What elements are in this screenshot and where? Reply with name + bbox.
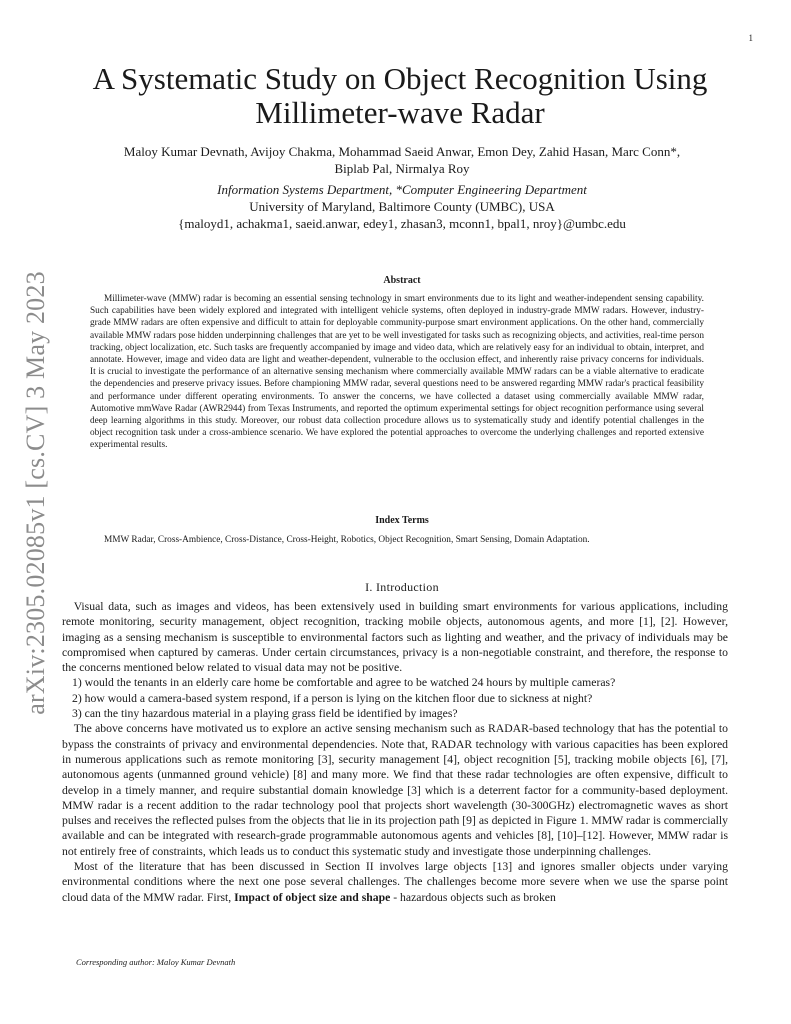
intro-p3-end: - hazardous objects such as broken	[390, 890, 556, 904]
footnote: Corresponding author: Maloy Kumar Devnath	[76, 957, 236, 967]
concern-list	[62, 675, 728, 721]
title-line-2: Millimeter-wave Radar	[255, 95, 545, 130]
author-list	[72, 143, 732, 177]
affiliation-emails: {maloyd1, achakma1, saeid.anwar, edey1, zhasan3, mconn1, bpal1, nroy}@umbc.edu	[178, 216, 626, 231]
section-heading-introduction: I. Introduction	[365, 580, 439, 594]
title-line-1: A Systematic Study on Object Recognition Using	[92, 61, 708, 96]
intro-paragraph-2: The above concerns have motivated us to explore an active sensing mechanism such as RADAR-based technology that has the potential to bypass the constraints of privacy and environmental dependencies. Note that, RADAR technology with various capacities has been explored in numerous applications such as remote monitoring [3], security management [4], object recognition [5], tracking mobile objects [6], [7], autonomous agents (unmanned ground vehicle) [8] and many more. We find that these radar technologies are often expensive, difficult to develop in a timely manner, and require substantial domain knowledge [3] which is a deterrent factor for a community-based deployment. MMW radar is a recent addition to the radar technology pool that projects short wavelength (30-300GHz) electromagnetic waves as short pulses and receives the reflected pulses from the objects that lie in its projection path [9] as depicted in Figure 1. MMW radar is commercially available and can be integrated with research-grade programmable autonomous agents and vehicles [8], [10]–[12]. However, MMW radar is not entirely free of constraints, which leads us to conduct this systematic study and investigate those underpinning challenges.	[62, 722, 728, 858]
abstract-heading: Abstract	[383, 275, 421, 286]
authors-line-2: Biplab Pal, Nirmalya Roy	[334, 161, 470, 176]
affiliation-department: Information Systems Department, *Computer Engineering Department	[217, 182, 587, 197]
arxiv-stamp-text: arXiv:2305.02085v1 [cs.CV] 3 May 2023	[21, 271, 51, 715]
index-terms-heading: Index Terms	[375, 515, 429, 526]
index-terms-text: MMW Radar, Cross-Ambience, Cross-Distance, Cross-Height, Robotics, Object Recognition, Smart Sensing, Domain Adaptation.	[103, 535, 590, 545]
intro-p3-start: Most of the literature that has been discussed in Section II involves large objects [13] and ignores smaller objects under varying environmental conditions where the next one pose several challenges. The challenges become more severe when we use the sparse point cloud data of the MMW radar. First,	[62, 860, 728, 904]
intro-paragraph-3	[62, 859, 728, 905]
intro-paragraph-1: Visual data, such as images and videos, has been extensively used in building smart environments for various applications, including remote monitoring, security management, object recognition, tracking mobile objects, autonomous agents, and more [1], [2]. However, imaging as a sensing mechanism is susceptible to environmental factors such as lighting and weather, and the privacy of individuals may be compromised when captured by cameras. Under certain circumstances, privacy is a non-negotiable constraint, and therefore, the response to the concerns mentioned below related to visual data may not be positive.	[62, 600, 728, 675]
paper-title	[70, 62, 730, 130]
list-item: 3) can the tiny hazardous material in a playing grass field be identified by images?	[72, 707, 458, 721]
page-number: 1	[748, 33, 753, 43]
arxiv-stamp	[22, 268, 50, 718]
affiliation-university: University of Maryland, Baltimore County (UMBC), USA	[249, 199, 555, 214]
abstract-text: Millimeter-wave (MMW) radar is becoming an essential sensing technology in smart environments due to its light and weather-independent sensing capability. Such capabilities have been widely explored and integrated with intelligent vehicle systems, often deployed in industry-grade MMW radars. However, industry-grade MMW radars are often expensive and difficult to attain for deployable community-purpose smart environment applications. On the other hand, commercially available MMW radars pose hidden underpinning challenges that are yet to be well investigated for tasks such as recognizing objects, and activities, real-time person tracking, object localization, etc. Such tasks are frequently accompanied by image and video data, which are relatively easy for an individual to obtain, interpret, and annotate. However, image and video data are light and weather-dependent, vulnerable to the occlusion effect, and inherently raise privacy concerns for individuals. It is crucial to investigate the performance of an alternative sensing mechanism where commercially available MMW radars can be a viable alternative to eradicate the dependencies and preserve privacy issues. Before championing MMW radar, several questions need to be answered regarding MMW radar's practical feasibility and performance under different operating environments. To answer the concerns, we have collected a dataset using commercially available MMW radar, Automotive mmWave Radar (AWR2944) from Texas Instruments, and reported the optimum experimental settings for object recognition performance using several deep learning algorithms in this study. Moreover, our robust data collection procedure allows us to systematically study and identify potential challenges in the object recognition task under a cross-ambience scenario. We have explored the potential approaches to overcome the underlying challenges and reported extensive experimental results.	[90, 294, 705, 451]
intro-p3-bold: Impact of object size and shape	[234, 890, 391, 904]
affiliation	[72, 181, 732, 232]
introduction-body	[62, 599, 728, 905]
list-item: 2) how would a camera-based system respond, if a person is lying on the kitchen floor due to sickness at night?	[72, 691, 593, 705]
authors-line-1: Maloy Kumar Devnath, Avijoy Chakma, Mohammad Saeid Anwar, Emon Dey, Zahid Hasan, Marc Conn*,	[123, 144, 681, 159]
list-item: 1) would the tenants in an elderly care home be comfortable and agree to be watched 24 hours by multiple cameras?	[72, 676, 616, 690]
